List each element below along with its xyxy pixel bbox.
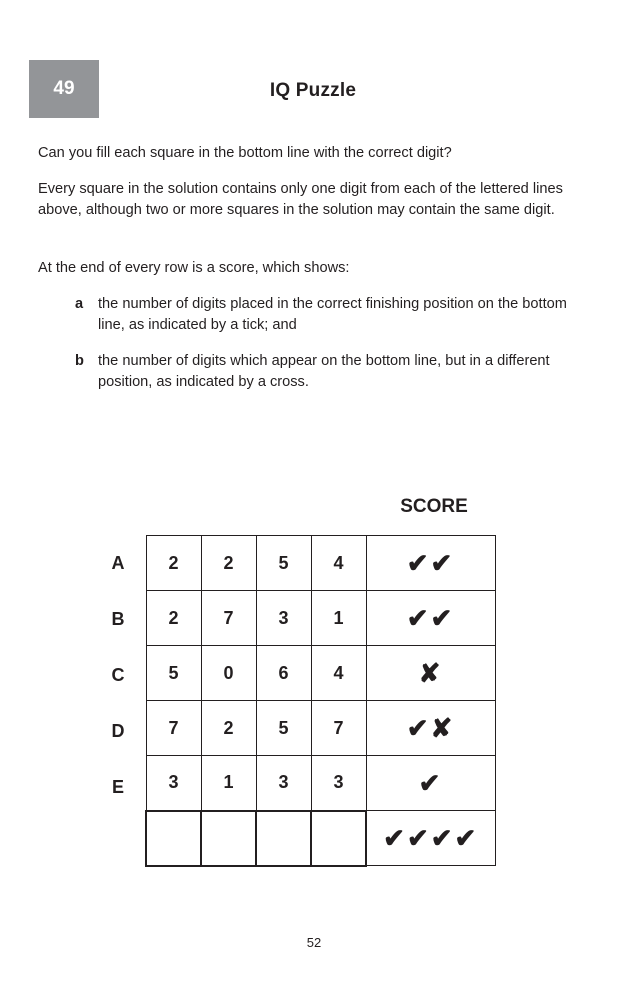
list-text: the number of digits placed in the correct finishing position on the bottom line, as indicated by a tick; and	[98, 296, 567, 333]
digit-cell: 2	[146, 591, 201, 646]
digit-cell: 7	[311, 701, 366, 756]
score-header: SCORE	[400, 496, 468, 517]
answer-cell[interactable]	[146, 811, 201, 866]
score-cell	[366, 756, 495, 811]
digit-cell: 1	[201, 756, 256, 811]
puzzle-grid	[145, 535, 496, 867]
digit-cell: 3	[256, 591, 311, 646]
list-item-a	[75, 294, 575, 336]
score-marks: ✔	[418, 767, 443, 798]
row-label-a: A	[111, 553, 125, 573]
score-cell	[366, 591, 495, 646]
list-label: b	[75, 353, 84, 369]
intro-paragraph	[38, 179, 604, 221]
score-cell	[366, 536, 495, 591]
score-intro	[38, 258, 604, 279]
question-text: Can you fill each square in the bottom line with the correct digit?	[38, 145, 452, 161]
puzzle-number: 49	[53, 78, 75, 99]
digit-cell: 2	[201, 701, 256, 756]
digit-cell: 4	[311, 646, 366, 701]
digit-cell: 5	[256, 701, 311, 756]
grid-row-d	[146, 701, 495, 756]
digit-cell: 4	[311, 536, 366, 591]
row-label-d: D	[111, 721, 125, 741]
score-intro-text: At the end of every row is a score, which shows:	[38, 260, 350, 276]
rules-text: Every square in the solution contains only one digit from each of the lettered lines above, although two or more squares in the solution may contain the same digit.	[38, 181, 563, 218]
digit-cell: 1	[311, 591, 366, 646]
score-cell	[366, 701, 495, 756]
score-marks: ✘	[418, 657, 443, 688]
row-label-c: C	[111, 665, 125, 685]
answer-cell[interactable]	[201, 811, 256, 866]
page-number: 52	[306, 935, 322, 950]
digit-cell: 0	[201, 646, 256, 701]
digit-cell: 6	[256, 646, 311, 701]
answer-cell[interactable]	[256, 811, 311, 866]
score-cell	[366, 646, 495, 701]
answer-cell[interactable]	[311, 811, 366, 866]
score-marks: ✔✔	[406, 602, 455, 633]
digit-cell: 2	[146, 536, 201, 591]
intro-question	[38, 143, 604, 164]
digit-cell: 3	[256, 756, 311, 811]
digit-cell: 5	[256, 536, 311, 591]
answer-row	[146, 811, 495, 866]
digit-cell: 7	[201, 591, 256, 646]
score-marks: ✔✘	[406, 712, 455, 743]
digit-cell: 3	[146, 756, 201, 811]
digit-cell: 7	[146, 701, 201, 756]
list-item-b	[75, 351, 575, 393]
row-label-e: E	[111, 777, 124, 797]
answer-score-cell	[366, 811, 495, 866]
digit-cell: 3	[311, 756, 366, 811]
grid-row-b	[146, 591, 495, 646]
answer-score-marks: ✔✔✔✔	[383, 822, 479, 853]
row-label-b: B	[111, 609, 125, 629]
grid-row-a	[146, 536, 495, 591]
grid-row-c	[146, 646, 495, 701]
list-text: the number of digits which appear on the bottom line, but in a different position, as indicated by a cross.	[98, 353, 550, 390]
list-label: a	[75, 296, 84, 312]
digit-cell: 2	[201, 536, 256, 591]
grid-row-e	[146, 756, 495, 811]
page-title: IQ Puzzle	[269, 80, 357, 101]
digit-cell: 5	[146, 646, 201, 701]
score-marks: ✔✔	[406, 547, 455, 578]
